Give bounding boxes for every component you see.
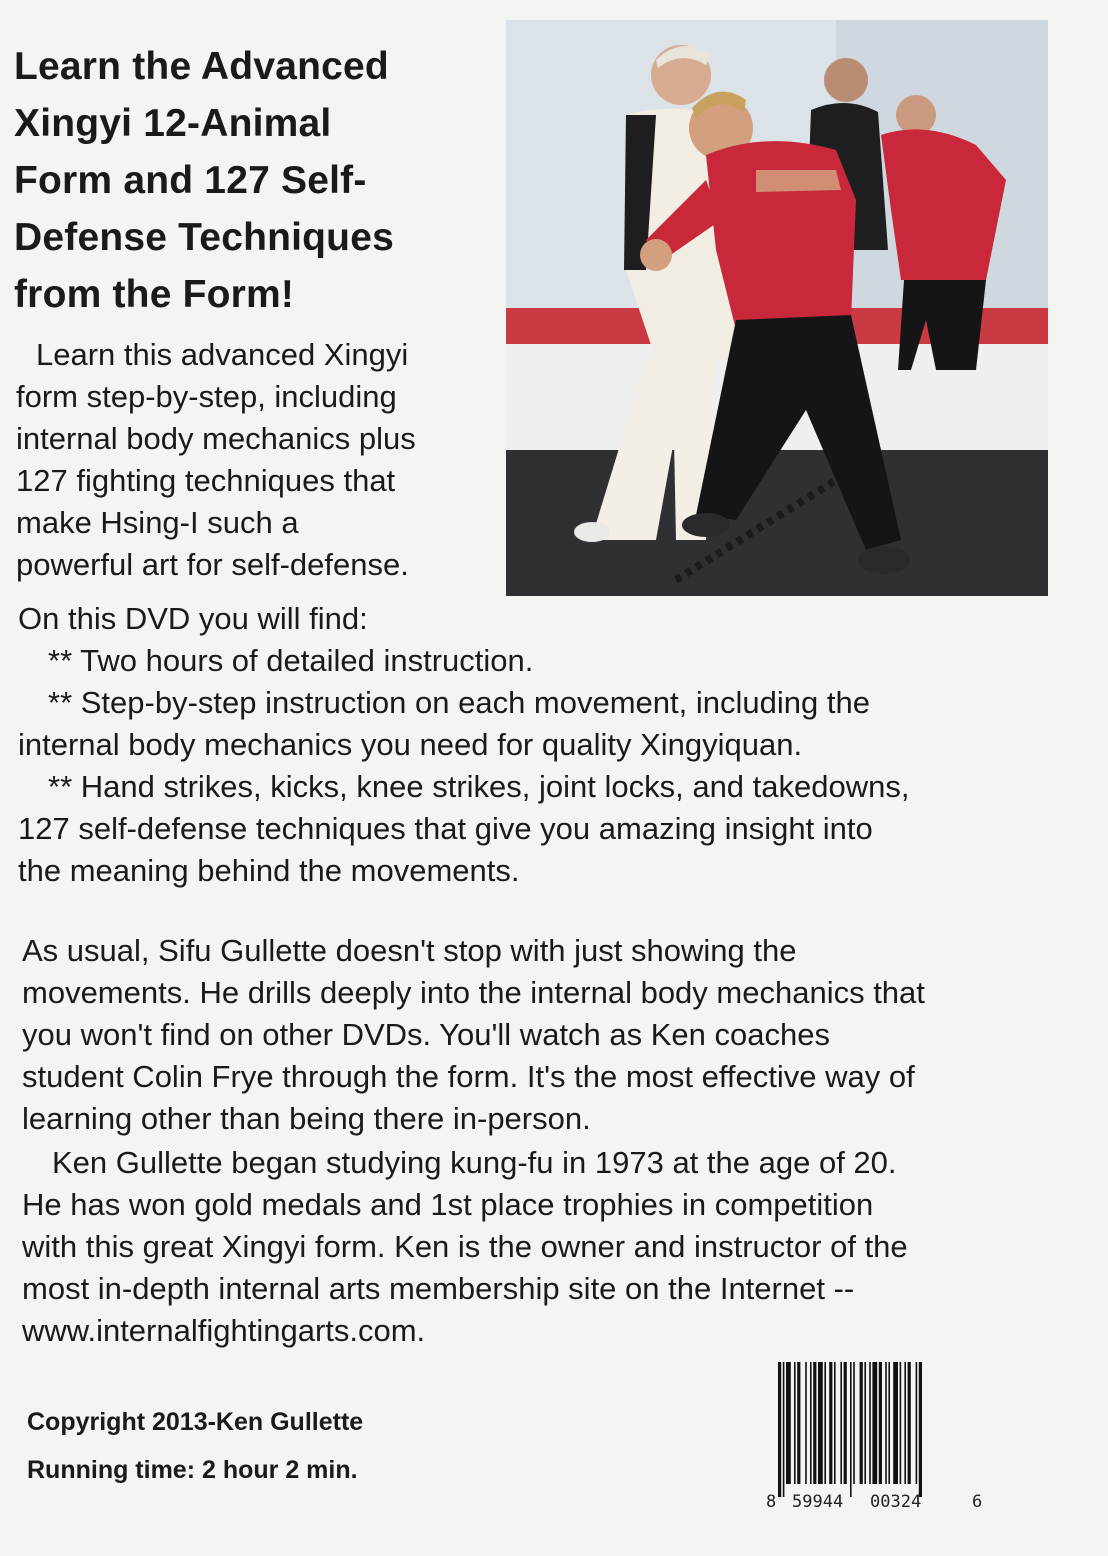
barcode-bar [900,1362,902,1484]
feature-line: 127 self-defense techniques that give you amazing insight into [18,811,873,846]
barcode-digit-group: 59944 [792,1492,844,1512]
headline-line: from the Form! [14,273,295,316]
paragraph-line: learning other than being there in-person. [22,1101,591,1136]
barcode-digits [762,1492,984,1516]
feature-line: the meaning behind the movements. [18,853,520,888]
headline-line: Defense Techniques [14,216,394,259]
barcode [762,1362,984,1522]
barcode-bar [850,1362,852,1497]
barcode-bar [869,1362,871,1484]
headline-line: Xingyi 12-Animal [14,102,332,145]
barcode-bar [813,1362,816,1484]
barcode-bar [916,1362,918,1484]
barcode-digit-group: 8 [766,1492,777,1512]
features-list [18,598,1078,892]
headline-line: Learn the Advanced [14,45,389,88]
barcode-digit-group: 00324 [870,1492,922,1512]
website-text: www.internalfightingarts.com. [22,1313,426,1348]
barcode-bar [805,1362,807,1484]
paragraph-line: most in-depth internal arts membership site on the Internet -- [22,1271,855,1306]
intro-text [16,334,500,586]
feature-line: ** Two hours of detailed instruction. [48,643,534,678]
paragraph-line: Ken Gullette began studying kung-fu in 1973 at the age of 20. [52,1145,897,1180]
barcode-bar [888,1362,890,1484]
barcode-bar [893,1362,898,1484]
headline [14,38,494,323]
intro-line: powerful art for self-defense. [16,547,409,582]
feature-line: ** Hand strikes, kicks, knee strikes, joint locks, and takedowns, [48,769,910,804]
barcode-bars [762,1362,984,1497]
barcode-digit-group: 6 [972,1492,983,1512]
barcode-bar [778,1362,781,1497]
barcode-bar [810,1362,812,1484]
features-heading: On this DVD you will find: [18,601,368,636]
barcode-bar [879,1362,882,1484]
paragraph-line: movements. He drills deeply into the internal body mechanics that [22,975,925,1010]
copyright-text: Copyright 2013-Ken Gullette [27,1408,364,1436]
footer-info [27,1398,363,1494]
barcode-bar [919,1362,922,1497]
photo-illustration [506,20,1048,596]
intro-line: internal body mechanics plus [16,421,416,456]
barcode-bar [783,1362,785,1497]
barcode-bar [794,1362,796,1484]
intro-line: Learn this advanced Xingyi [36,337,409,372]
barcode-bar [908,1362,911,1484]
description-paragraph [22,930,1092,1140]
feature-line: ** Step-by-step instruction on each movement, including the [48,685,870,720]
barcode-bar [864,1362,866,1484]
barcode-bar [797,1362,800,1484]
barcode-bar [818,1362,823,1484]
barcode-bar [834,1362,836,1484]
barcode-bar [885,1362,887,1484]
headline-line: Form and 127 Self- [14,159,367,202]
paragraph-line: He has won gold medals and 1st place trophies in competition [22,1187,874,1222]
running-time-text: Running time: 2 hour 2 min. [27,1456,358,1484]
barcode-bar [904,1362,906,1484]
intro-line: form step-by-step, including [16,379,397,414]
barcode-bar [824,1362,826,1484]
barcode-bar [872,1362,877,1484]
martial-arts-photo [506,20,1048,596]
barcode-bar [786,1362,791,1484]
paragraph-line: student Colin Frye through the form. It's the most effective way of [22,1059,915,1094]
barcode-bar [853,1362,855,1484]
feature-line: internal body mechanics you need for quality Xingyiquan. [18,727,803,762]
barcode-bar [844,1362,847,1484]
barcode-bar [840,1362,842,1484]
barcode-bar [860,1362,863,1484]
intro-line: 127 fighting techniques that [16,463,396,498]
barcode-bar [829,1362,832,1484]
intro-line: make Hsing-I such a [16,505,299,540]
paragraph-line: As usual, Sifu Gullette doesn't stop with just showing the [22,933,797,968]
paragraph-line: you won't find on other DVDs. You'll watch as Ken coaches [22,1017,830,1052]
paragraph-line: with this great Xingyi form. Ken is the owner and instructor of the [22,1229,908,1264]
bio-paragraph [22,1142,1092,1352]
